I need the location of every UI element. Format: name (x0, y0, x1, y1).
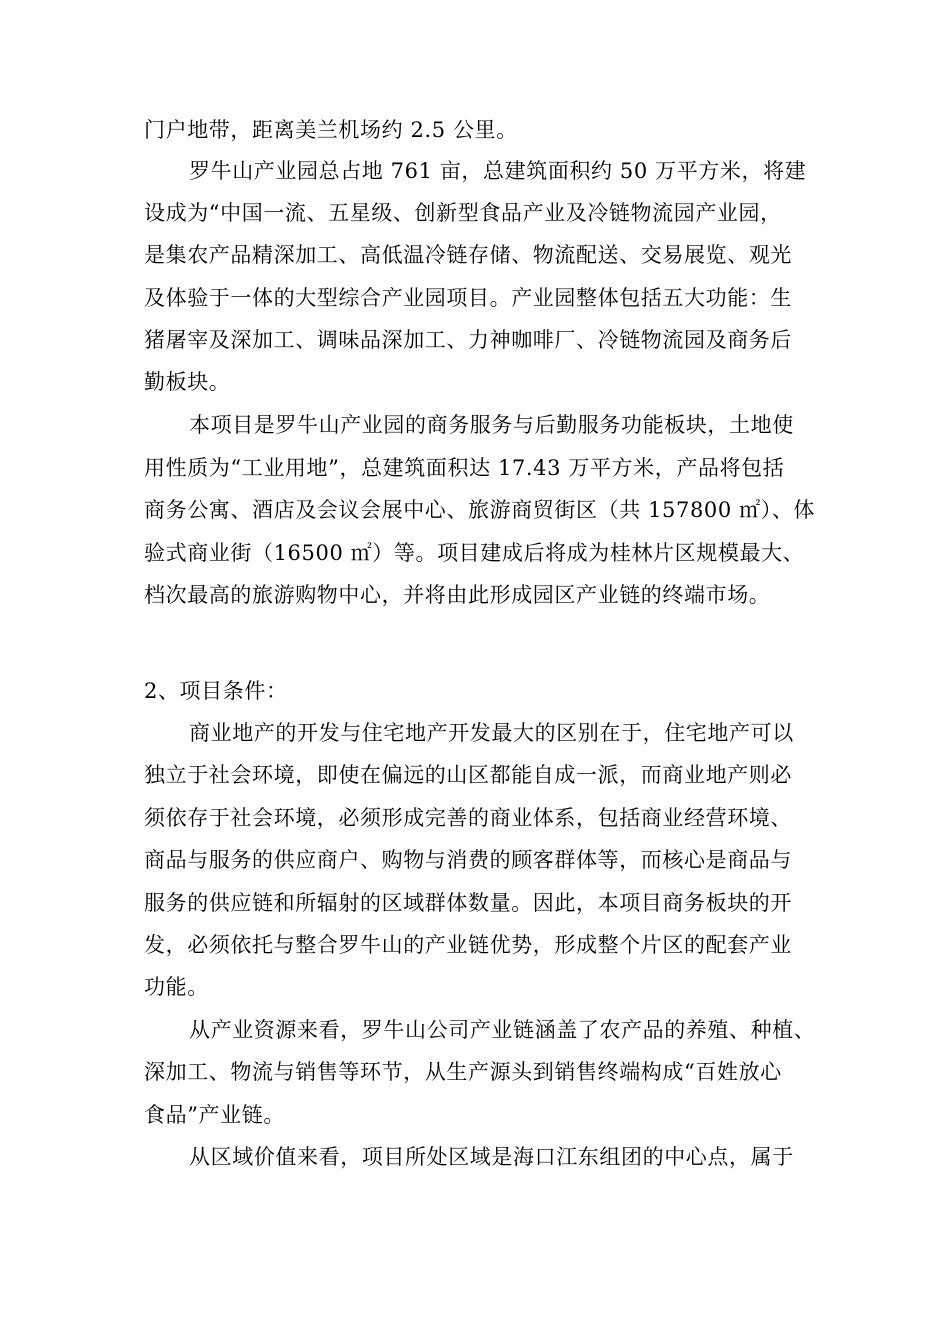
paragraph-line: 用性质为“工业用地”，总建筑面积达 17.43 万平方米，产品将包括 (144, 456, 785, 480)
paragraph-line: 勤板块。 (144, 370, 231, 394)
text-line: 门户地带，距离美兰机场约 2.5 公里。 (144, 118, 518, 142)
paragraph-line: 验式商业街（16500 ㎡）等。项目建成后将成为桂林片区规模最大、 (144, 541, 805, 565)
paragraph-line: 深加工、物流与销售等环节，从生产源头到销售终端构成“百姓放心 (144, 1060, 782, 1084)
paragraph-line: 罗牛山产业园总占地 761 亩，总建筑面积约 50 万平方米，将建 (189, 159, 807, 183)
paragraph-line: 商务公寓、酒店及会议会展中心、旅游商贸街区（共 157800 ㎡）、体 (144, 498, 816, 522)
paragraph-line: 商品与服务的供应商户、购物与消费的顾客群体等，而核心是商品与 (144, 848, 792, 872)
paragraph-line: 档次最高的旅游购物中心，并将由此形成园区产业链的终端市场。 (144, 583, 771, 607)
paragraph-line: 本项目是罗牛山产业园的商务服务与后勤服务功能板块，土地使 (189, 413, 794, 437)
paragraph-line: 是集农产品精深加工、高低温冷链存储、物流配送、交易展览、观光 (144, 243, 792, 267)
paragraph-line: 及体验于一体的大型综合产业园项目。产业园整体包括五大功能：生 (144, 286, 792, 310)
paragraph-line: 须依存于社会环境，必须形成完善的商业体系，包括商业经营环境、 (144, 806, 792, 830)
paragraph-line: 从区域价值来看，项目所处区域是海口江东组团的中心点，属于 (189, 1145, 794, 1169)
paragraph-line: 食品”产业链。 (144, 1103, 285, 1127)
paragraph-line: 服务的供应链和所辐射的区域群体数量。因此，本项目商务板块的开 (144, 891, 792, 915)
paragraph-line: 猪屠宰及深加工、调味品深加工、力神咖啡厂、冷链物流园及商务后 (144, 328, 792, 352)
paragraph-line: 发，必须依托与整合罗牛山的产业链优势，形成整个片区的配套产业 (144, 933, 792, 957)
paragraph-line: 独立于社会环境，即使在偏远的山区都能自成一派，而商业地产则必 (144, 763, 792, 787)
paragraph-line: 功能。 (144, 975, 209, 999)
section-heading: 2、项目条件： (144, 679, 288, 703)
paragraph-line: 从产业资源来看，罗牛山公司产业链涵盖了农产品的养殖、种植、 (189, 1018, 816, 1042)
paragraph-line: 商业地产的开发与住宅地产开发最大的区别在于，住宅地产可以 (189, 721, 794, 745)
paragraph-line: 设成为“中国一流、五星级、创新型食品产业及冷链物流园产业园， (144, 201, 782, 225)
